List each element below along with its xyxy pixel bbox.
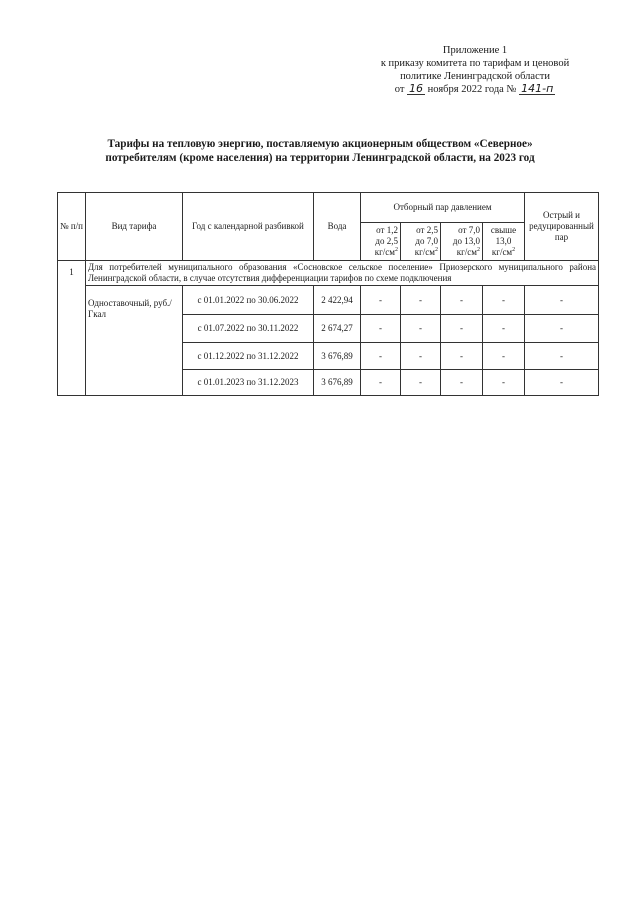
steam-4-value: - [483,286,525,315]
steam-4-value: - [483,315,525,343]
steam-1-value: - [361,315,401,343]
header-num: № п/п [58,193,86,261]
steam-4-value: - [483,343,525,370]
steam-3-value: - [441,343,483,370]
group-row [58,261,599,286]
steam-1-value: - [361,343,401,370]
water-value: 3 676,89 [314,343,361,370]
header-sharp-steam: Острый и редуцированный пар [525,193,599,261]
water-value: 3 676,89 [314,370,361,396]
sharp-steam-value: - [525,370,599,396]
header-row-1 [58,193,599,223]
appendix-title: Приложение 1 [442,45,508,56]
steam-2-value: - [401,315,441,343]
period-cell: с 01.07.2022 по 30.11.2022 [183,315,314,343]
header-steam-col-3: от 7,0 до 13,0 $кг/см^2$ [441,223,483,261]
table-row [58,286,599,315]
sharp-steam-value: - [525,286,599,315]
header-tariff-type: Вид тарифа [86,193,183,261]
steam-2-value: - [401,286,441,315]
steam-1-value: - [361,286,401,315]
handwritten-order-number: 141-п [521,82,554,95]
appendix-header [340,44,610,96]
header-steam-col-4: свыше 13,0 $кг/см^2$ [483,223,525,261]
header-steam-col-2: от 2,5 до 7,0 $кг/см^2$ [401,223,441,261]
header-period: Год с календарной разбивкой [183,193,314,261]
date-middle: ноября 2022 года № [427,84,517,95]
steam-2-value: - [401,370,441,396]
header-steam: Отборный пар давлением [361,193,525,223]
document-title: Тарифы на тепловую энергию, поставляемую акционерным обществом «Северное» потребителям (кроме населения) на территории Ленинградской области, на 2023 год [105,138,535,164]
steam-3-value: - [441,370,483,396]
date-prefix: от [394,84,405,95]
water-value: 2 422,94 [314,286,361,315]
tariff-table [57,192,599,396]
tariff-type-cell: Одноставочный, руб./Гкал [86,286,183,396]
period-cell: с 01.01.2023 по 31.12.2023 [183,370,314,396]
handwritten-day: 16 [409,82,424,95]
period-cell: с 01.12.2022 по 31.12.2022 [183,343,314,370]
sharp-steam-value: - [525,343,599,370]
group-description: Для потребителей муниципального образования «Сосновское сельское поселение» Приозерского муниципального района Ленинградской области, в случае отсутствия дифференциации тарифов по схеме подключения [86,261,599,286]
appendix-date-line [340,83,610,96]
sharp-steam-value: - [525,315,599,343]
water-value: 2 674,27 [314,315,361,343]
steam-4-value: - [483,370,525,396]
appendix-order-line: к приказу комитета по тарифам и ценовой [380,58,570,69]
steam-2-value: - [401,343,441,370]
steam-1-value: - [361,370,401,396]
appendix-committee-line: политике Ленинградской области [400,71,550,82]
steam-3-value: - [441,315,483,343]
header-water: Вода [314,193,361,261]
steam-3-value: - [441,286,483,315]
group-number: 1 [58,261,86,396]
header-steam-col-1: от 1,2 до 2,5 $кг/см^2$ [361,223,401,261]
period-cell: с 01.01.2022 по 30.06.2022 [183,286,314,315]
